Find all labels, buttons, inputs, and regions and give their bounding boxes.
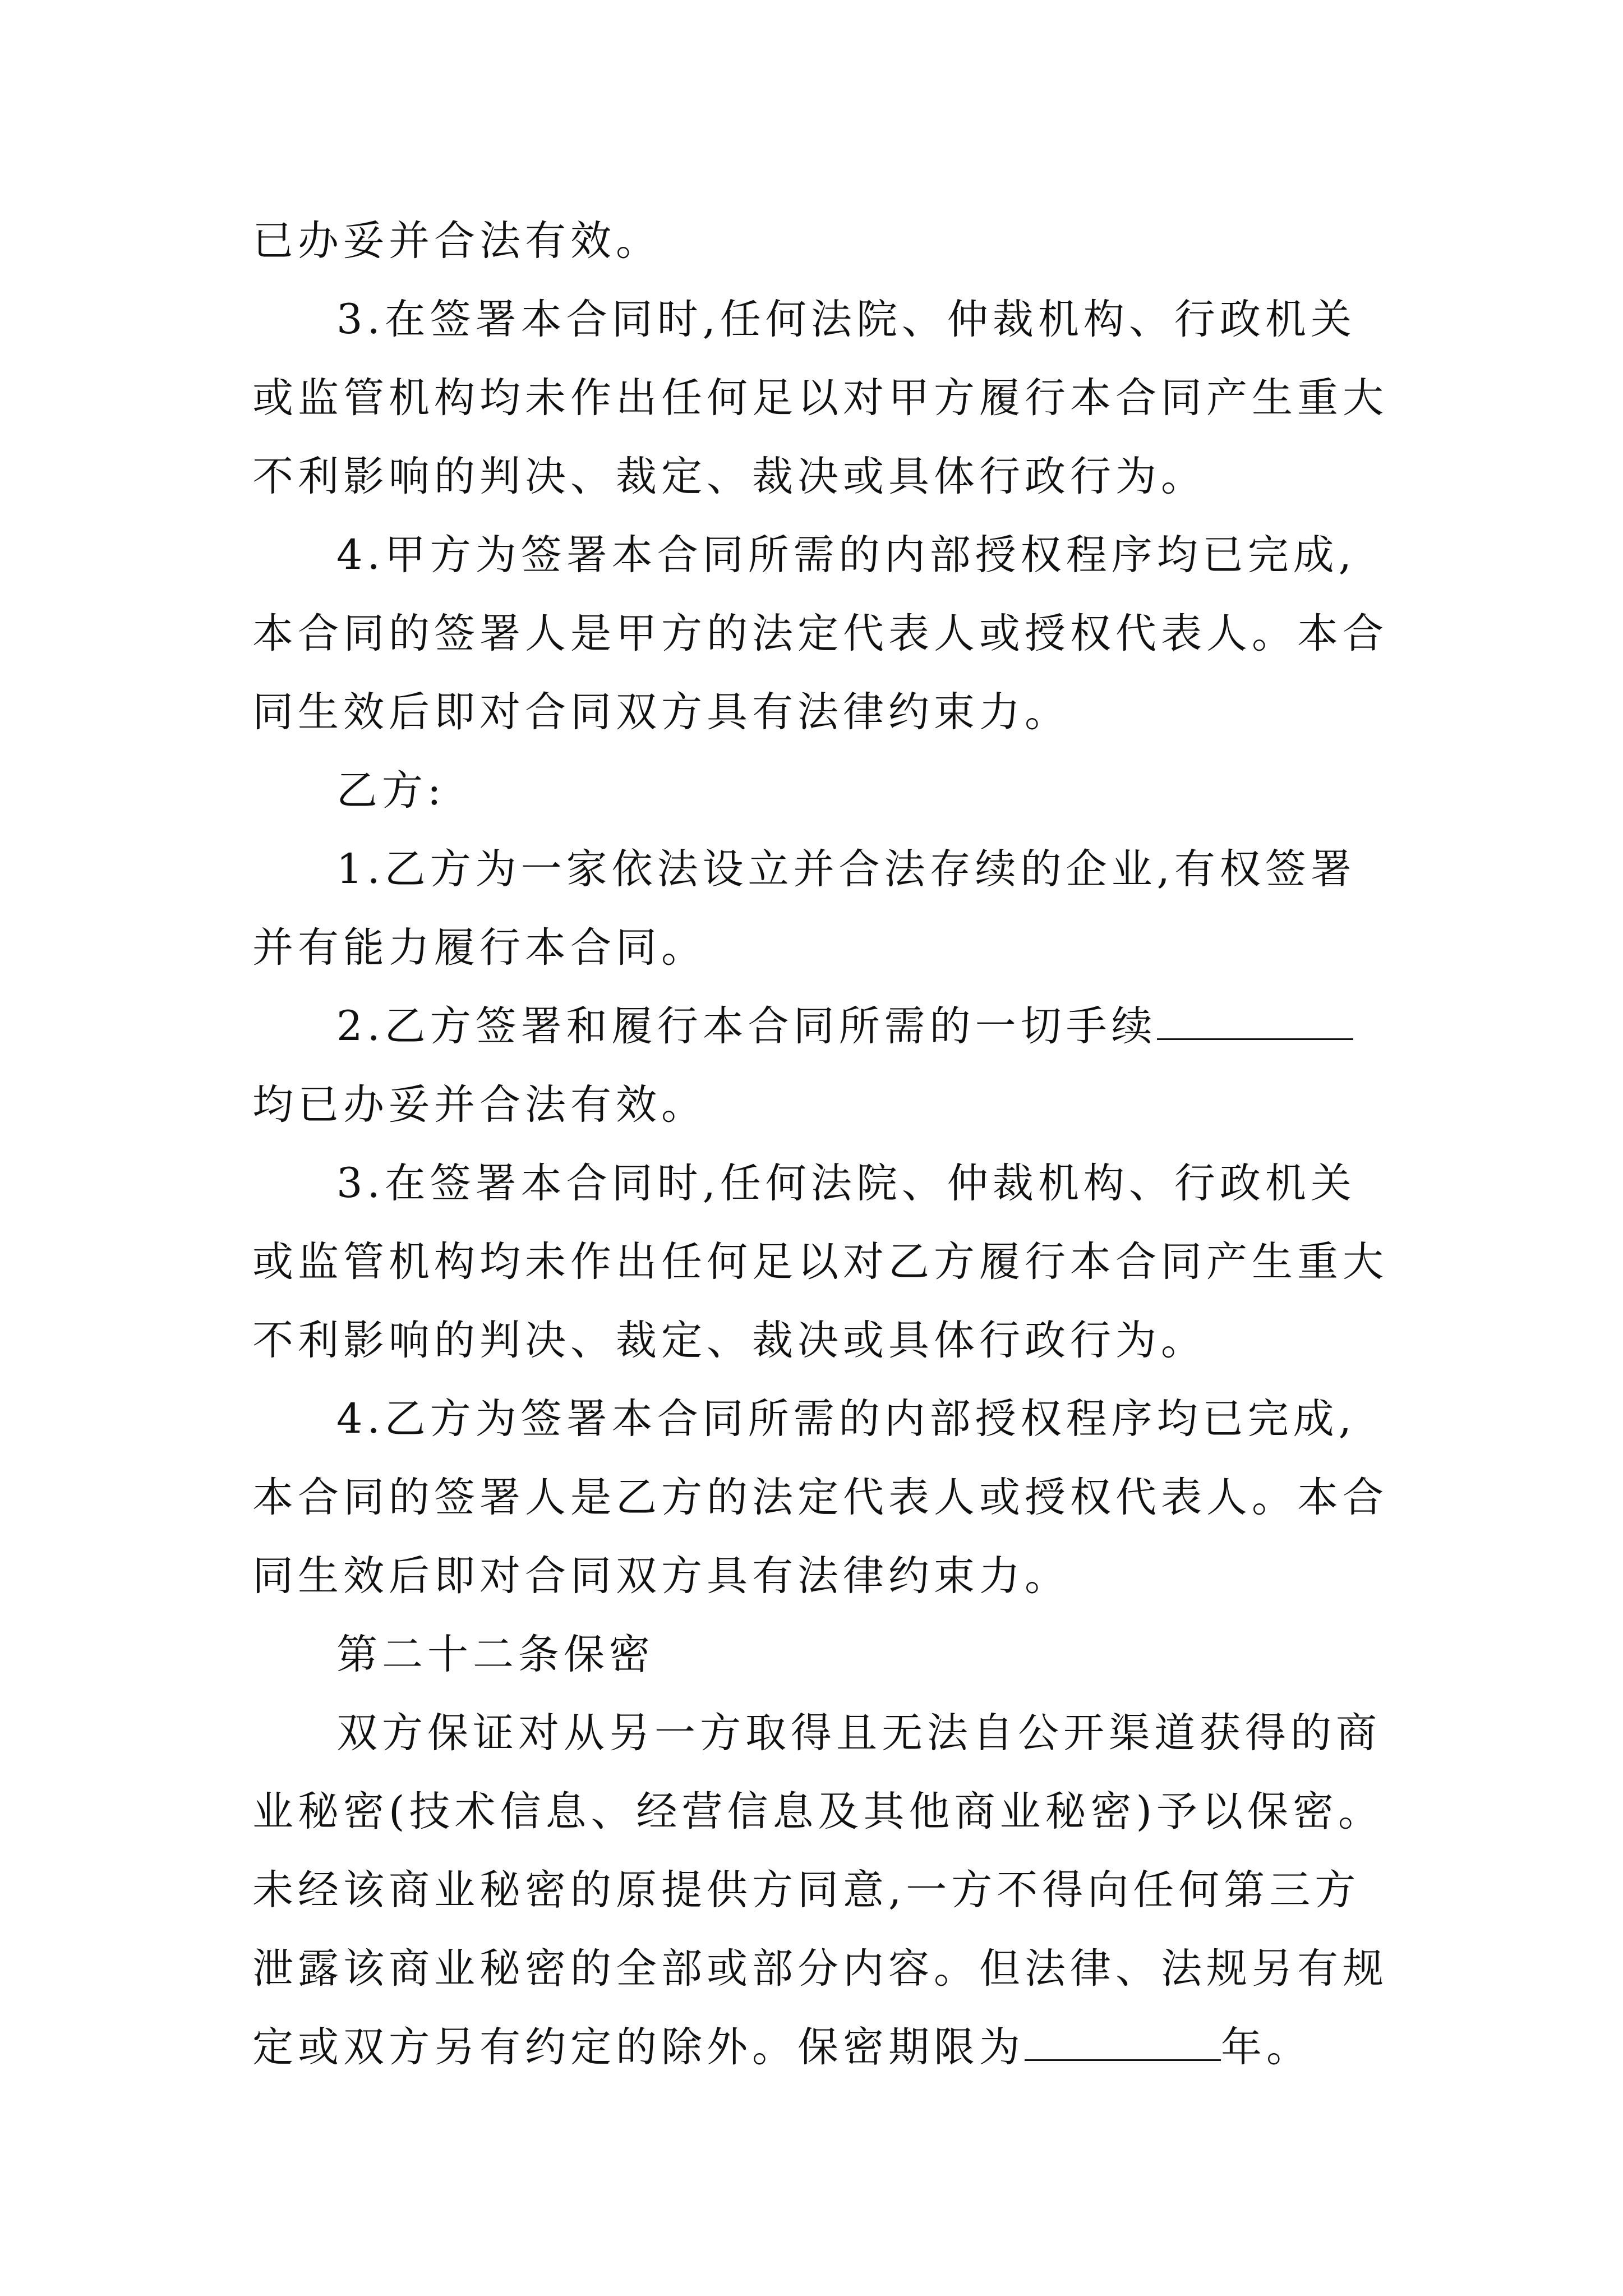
paragraph-6-text-before: 2.乙方签署和履行本合同所需的一切手续	[336, 1002, 1157, 1050]
paragraph-1: 已办妥并合法有效。	[252, 217, 661, 265]
blank-confidentiality-term-field	[1025, 2026, 1221, 2061]
paragraph-3: 4.甲方为签署本合同所需的内部授权程序均已完成,本合同的签署人是甲方的法定代表人或授权代表人。本合同生效后即对合同双方具有法律约束力。	[252, 531, 1388, 736]
paragraph-10-text-before: 双方保证对从另一方取得且无法自公开渠道获得的商业秘密(技术信息、经营信息及其他商业秘密)予以保密。未经该商业秘密的原提供方同意,一方不得向任何第三方泄露该商业秘密的全部或部分内容。但法律、法规另有规定或双方另有约定的除外。保密期限为	[252, 1709, 1388, 2071]
paragraph-7: 3.在签署本合同时,任何法院、仲裁机构、行政机关或监管机构均未作出任何足以对乙方履行本合同产生重大不利影响的判决、裁定、裁决或具体行政行为。	[252, 1159, 1388, 1364]
paragraph-6	[252, 987, 1394, 1144]
paragraph-8: 4.乙方为签署本合同所需的内部授权程序均已完成,本合同的签署人是乙方的法定代表人或授权代表人。本合同生效后即对合同双方具有法律约束力。	[252, 1395, 1388, 1600]
paragraph-4: 乙方:	[336, 767, 446, 815]
paragraph-5: 1.乙方为一家依法设立并合法存续的企业,有权签署并有能力履行本合同。	[252, 845, 1356, 972]
blank-procedures-field	[1157, 1005, 1353, 1040]
paragraph-10	[252, 1694, 1394, 2087]
document-body	[252, 202, 1394, 2087]
paragraph-10-text-after: 年。	[1221, 2023, 1312, 2071]
paragraph-6-text-after: 均已办妥并合法有效。	[252, 1081, 707, 1129]
section-heading-confidentiality: 第二十二条保密	[336, 1631, 654, 1678]
paragraph-2: 3.在签署本合同时,任何法院、仲裁机构、行政机关或监管机构均未作出任何足以对甲方履行本合同产生重大不利影响的判决、裁定、裁决或具体行政行为。	[252, 296, 1388, 500]
